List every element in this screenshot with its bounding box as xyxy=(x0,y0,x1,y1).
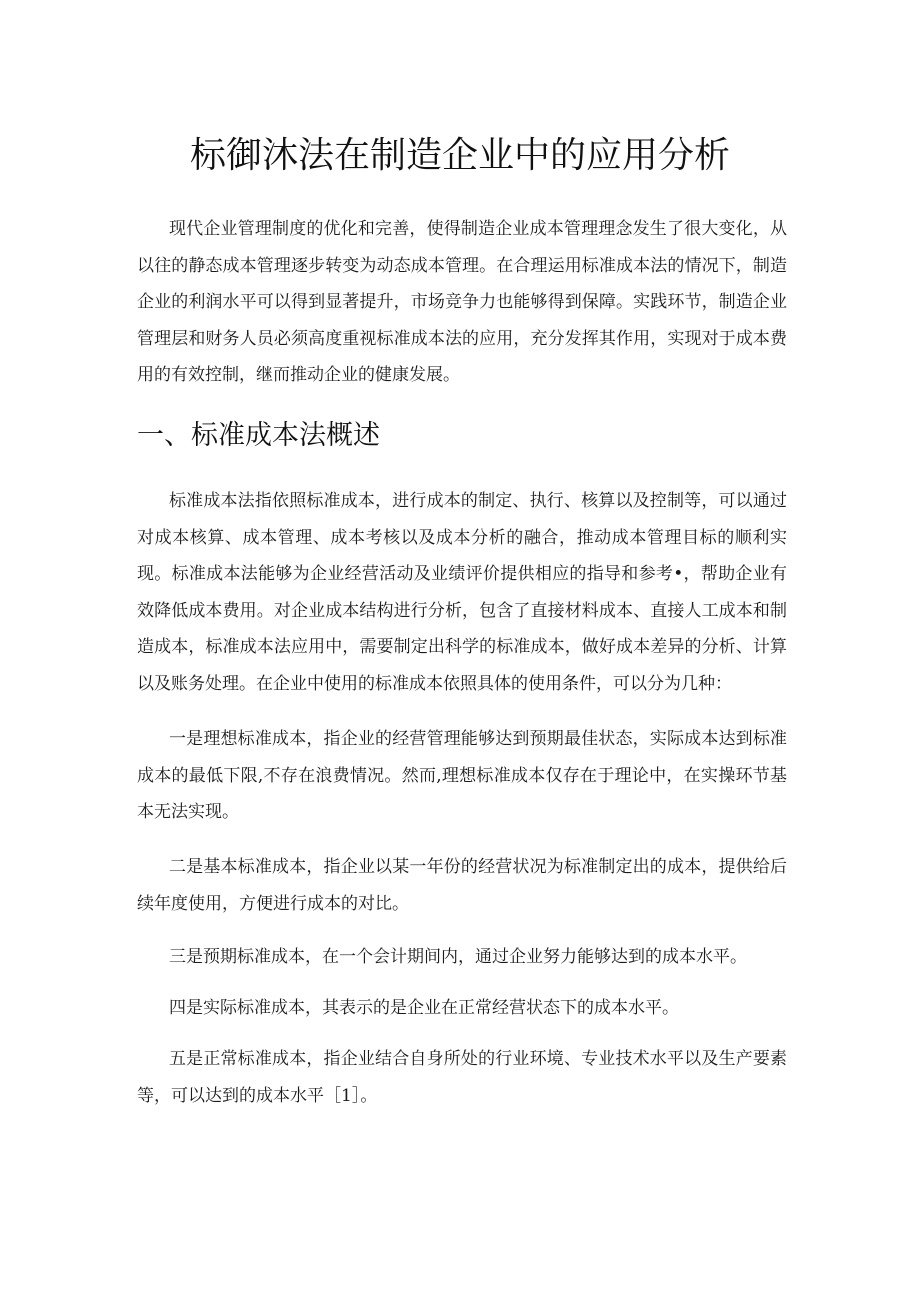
expected-standard-cost-paragraph: 三是预期标准成本，在一个会计期间内，通过企业努力能够达到的成本水平。 xyxy=(169,947,747,967)
normal-standard-cost-paragraph: 五是正常标准成本，指企业结合自身所处的行业环境、专业技术水平以及生产要素等，可以达到的成本水平［1］。 xyxy=(137,1049,787,1106)
ideal-standard-cost-paragraph: 一是理想标准成本，指企业的经营管理能够达到预期最佳状态，实际成本达到标准成本的最低下限,不存在浪费情况。然而,理想标准成本仅存在于理论中，在实操环节基本无法实现。 xyxy=(137,729,787,823)
intro-paragraph: 现代企业管理制度的优化和完善，使得制造企业成本管理理念发生了很大变化，从以往的静态成本管理逐步转变为动态成本管理。在合理运用标准成本法的情况下，制造企业的利润水平可以得到显著提升，市场竞争力也能够得到保障。实践环节，制造企业管理层和财务人员必须高度重视标准成本法的应用，充分发挥其作用，实现对于成本费用的有效控制，继而推动企业的健康发展。 xyxy=(137,219,787,386)
basic-standard-cost-paragraph: 二是基本标准成本，指企业以某一年份的经营状况为标准制定出的成本，提供给后续年度使用，方便进行成本的对比。 xyxy=(137,857,787,914)
overview-paragraph: 标准成本法指依照标准成本，进行成本的制定、执行、核算以及控制等，可以通过对成本核算、成本管理、成本考核以及成本分析的融合，推动成本管理目标的顺利实现。标准成本法能够为企业经营活动及业绩评价提供相应的指导和参考•，帮助企业有效降低成本费用。对企业成本结构进行分析，包含了直接材料成本、直接人工成本和制造成本，标准成本法应用中，需要制定出科学的标准成本，做好成本差异的分析、计算以及账务处理。在企业中使用的标准成本依照具体的使用条件，可以分为几种： xyxy=(137,491,787,694)
section-heading-overview: 一、标准成本法概述 xyxy=(137,420,380,451)
document-title: 标御沐法在制造企业中的应用分析 xyxy=(189,135,730,176)
actual-standard-cost-paragraph: 四是实际标准成本，其表示的是企业在正常经营状态下的成本水平。 xyxy=(169,998,679,1018)
